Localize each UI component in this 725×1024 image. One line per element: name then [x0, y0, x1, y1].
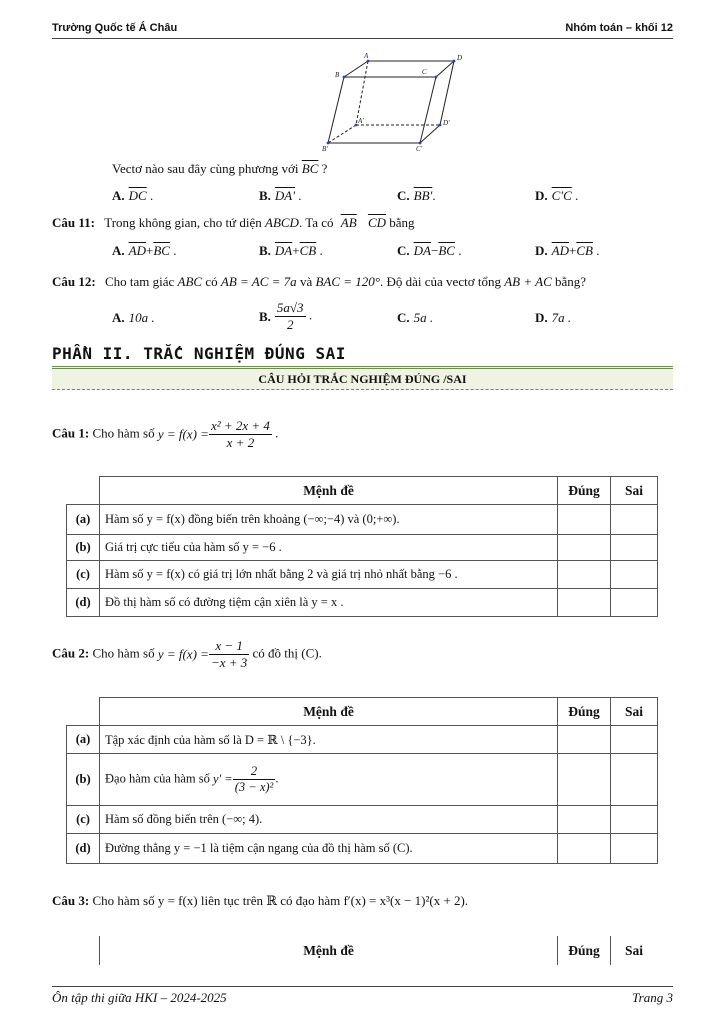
statement-text: Đường thẳng y = −1 là tiệm cận ngang của đồ thị hàm số (C).: [100, 834, 558, 864]
true-cell[interactable]: [558, 535, 611, 561]
q11-stem: Câu 11: Trong không gian, cho tứ diện ABCD. Ta có $\overline{AB}$ $\overline{CD}$ bằng: [52, 215, 415, 230]
statement-header: Mệnh đề: [100, 937, 558, 965]
section-title: PHẦN II. TRẮC NGHIỆM ĐÚNG SAI: [52, 344, 346, 363]
page-number: Trang 3: [632, 990, 673, 1005]
c3-table: Mệnh đề Đúng Sai: [66, 936, 658, 965]
true-cell[interactable]: [558, 505, 611, 535]
school-name: Trường Quốc tế Á Châu: [52, 22, 178, 34]
c2-stem: Câu 2: Cho hàm số y = f(x) = $\frac{x - 1}{-x + 3}$ có đồ thị (C).: [52, 638, 322, 670]
statement-text: Giá trị cực tiểu của hàm số y = −6 .: [100, 535, 558, 561]
false-cell[interactable]: [611, 806, 658, 834]
statement-text: Hàm số y = f(x) có giá trị lớn nhất bằng 2 và giá trị nhỏ nhất bằng −6 .: [100, 561, 558, 589]
vertex-label: B: [335, 71, 340, 79]
section-bar: CÂU HỎI TRẮC NGHIỆM ĐÚNG /SAI: [52, 366, 673, 390]
true-cell[interactable]: [558, 754, 611, 806]
statement-text: Hàm số đồng biến trên (−∞; 4).: [100, 806, 558, 834]
page-footer: [52, 986, 673, 1007]
vertex-label: D': [443, 119, 450, 127]
true-cell[interactable]: [558, 561, 611, 589]
statement-text: Hàm số y = f(x) đồng biến trên khoảng (−∞;−4) và (0;+∞).: [100, 505, 558, 535]
vertex-label: B': [322, 145, 328, 153]
c1-table: Mệnh đề Đúng Sai (a) Hàm số y = f(x) đồng biến trên khoảng (−∞;−4) và (0;+∞). (b) Giá trị cực tiểu của hàm số y = −6 . (c) Hàm số y = f(x) có giá trị lớn nhất bằng 2 và giá trị nhỏ nhất bằng −6 . (d) Đồ thị hàm số có đường tiệm cận xiên là y = x .: [66, 476, 658, 617]
statement-header: Mệnh đề: [100, 477, 558, 505]
vertex-label: C: [422, 68, 427, 76]
parallelepiped-figure: [320, 50, 470, 154]
c3-stem: Câu 3: Cho hàm số y = f(x) liên tục trên ℝ có đạo hàm f′(x) = x³(x − 1)²(x + 2).: [52, 893, 469, 908]
false-cell[interactable]: [611, 535, 658, 561]
vertex-label: D: [457, 54, 463, 62]
vertex-label: A': [358, 117, 364, 125]
false-cell[interactable]: [611, 561, 658, 589]
true-cell[interactable]: [558, 806, 611, 834]
statement-text: Tập xác định của hàm số là D = ℝ \ {−3}.: [100, 726, 558, 754]
false-cell[interactable]: [611, 589, 658, 617]
statement-text: Đồ thị hàm số có đường tiệm cận xiên là y = x .: [100, 589, 558, 617]
false-cell[interactable]: [611, 754, 658, 806]
false-cell[interactable]: [611, 505, 658, 535]
false-cell[interactable]: [611, 726, 658, 754]
page-header: [52, 20, 673, 39]
true-cell[interactable]: [558, 726, 611, 754]
q12-stem: Câu 12: Cho tam giác ABC có AB = AC = 7a và BAC = 120°. Độ dài của vectơ tổng AB + AC bằng?: [52, 274, 587, 289]
vertex-label: A: [364, 52, 369, 60]
true-cell[interactable]: [558, 834, 611, 864]
q11-options: A. $\overline{AD}+\overline{BC}$ . B. $\overline{DA}+\overline{CB}$ . C. $\overline{DA}-\overline{BC}$ . D. $\overline{AD}+\overline{CB}$ .: [112, 243, 600, 258]
footer-title: Ôn tập thi giữa HKI – 2024-2025: [52, 990, 227, 1005]
statement-header: Mệnh đề: [100, 698, 558, 726]
false-cell[interactable]: [611, 834, 658, 864]
c1-stem: Câu 1: Cho hàm số y = f(x) = $\frac{\text{x² + 2x + 4}}{x + 2}$ .: [52, 418, 279, 450]
q10-options: A. $\overline{DC}$ . B. DA' . C. BB'. D. C'C .: [112, 188, 579, 203]
c2-table: Mệnh đề Đúng Sai (a) Tập xác định của hàm số là D = ℝ \ {−3}. (b) Đạo hàm của hàm số y' = $\frac{2}{\text{(3 − x)²}}$ . (c) Hàm số đồng biến trên (−∞; 4). (d) Đường thẳng y = −1 là tiệm cận ngang của đồ thị hàm số (C).: [66, 697, 658, 864]
statement-text: Đạo hàm của hàm số y' = $\frac{2}{\text{(3 − x)²}}$ .: [100, 754, 558, 806]
true-cell[interactable]: [558, 589, 611, 617]
vertex-label: C': [416, 145, 423, 153]
q10-stem: Vectơ nào sau đây cùng phương với $\overline{BC}$ ?: [112, 161, 328, 176]
q12-options: A. 10a . B. $\frac{5a√3}{2}$ . C. 5a . D. 7a .: [112, 300, 572, 332]
group-name: Nhóm toán – khối 12: [565, 22, 673, 34]
